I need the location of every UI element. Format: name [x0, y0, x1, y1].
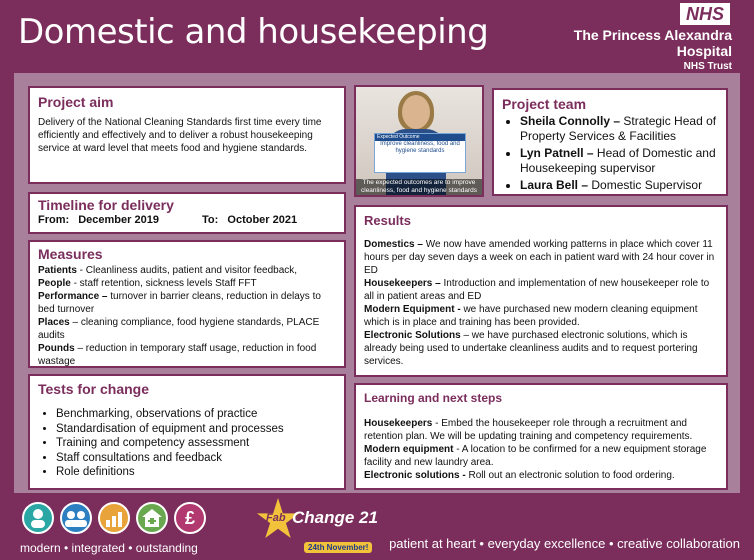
timeline-to-label: To: — [202, 214, 219, 226]
test-item: • Training and competency assessment — [56, 436, 336, 451]
team-icon — [60, 502, 92, 534]
trust-line-3: NHS Trust — [683, 61, 732, 72]
learning-label: Modern equipment — [364, 444, 454, 455]
result-item — [364, 303, 718, 329]
project-team-box — [492, 88, 728, 196]
team-member — [520, 146, 718, 176]
measure-text: – cleaning compliance, food hygiene standards, PLACE audits — [38, 317, 320, 341]
trust-name — [574, 27, 732, 75]
measure-item — [38, 277, 336, 290]
timeline-to-value: October 2021 — [227, 214, 298, 226]
result-label: Electronic Solutions — [364, 330, 461, 341]
photo-sign-tag: Expected Outcome — [375, 134, 465, 141]
page-title: Domestic and housekeeping — [18, 12, 489, 52]
performance-icon — [98, 502, 130, 534]
timeline-dates — [38, 214, 336, 226]
member-name: Laura Bell – — [520, 178, 589, 192]
photo-sign — [374, 133, 466, 173]
learning-heading: Learning and next steps — [364, 391, 503, 405]
member-name: Sheila Connolly – — [520, 114, 621, 128]
timeline-from-value: December 2019 — [78, 214, 159, 226]
measure-text: – reduction in temporary staff usage, reduction in food wastage — [38, 343, 317, 367]
results-list — [364, 238, 718, 368]
learning-item — [364, 417, 718, 443]
result-label: Domestics – — [364, 239, 423, 250]
measure-label: People — [38, 278, 71, 289]
footer-values-left: modern • integrated • outstanding — [20, 541, 198, 555]
trust-line-2: Hospital — [676, 43, 732, 59]
learning-list — [364, 417, 718, 482]
pound-icon — [174, 502, 206, 534]
tests-box — [28, 374, 346, 490]
project-aim-box — [28, 86, 346, 184]
learning-box — [354, 383, 728, 490]
project-team-heading: Project team — [502, 96, 587, 112]
tests-heading: Tests for change — [38, 381, 149, 397]
fab-change-text: Change 21 — [292, 508, 378, 527]
test-item: • Standardisation of equipment and processes — [56, 422, 336, 437]
fab-change-logo — [256, 498, 380, 556]
measure-item — [38, 264, 336, 277]
timeline-box — [28, 192, 346, 234]
tests-list — [38, 407, 336, 480]
measures-box — [28, 240, 346, 368]
result-item — [364, 238, 718, 277]
measure-text: turnover in barrier cleans, reduction in delays to bed turnover — [38, 291, 321, 315]
trust-line-1: The Princess Alexandra — [573, 27, 732, 43]
measure-item — [38, 290, 336, 316]
results-box — [354, 205, 728, 377]
result-text: we have purchased new modern cleaning equipment which is in place and training has been provided. — [364, 304, 698, 328]
team-member — [520, 178, 718, 193]
fab-date: 24th November! — [304, 542, 372, 553]
measures-list — [38, 264, 336, 368]
learning-item — [364, 443, 718, 469]
fab-word: Fab — [266, 512, 286, 524]
measure-item — [38, 316, 336, 342]
test-item: • Staff consultations and feedback — [56, 451, 336, 466]
measure-label: Pounds — [38, 343, 75, 354]
member-name: Lyn Patnell – — [520, 146, 594, 160]
timeline-from-label: From: — [38, 214, 70, 226]
presenter-photo — [354, 85, 484, 197]
test-item: • Role definitions — [56, 465, 336, 480]
result-label: Housekeepers – — [364, 278, 441, 289]
photo-sign-text: Improve cleanliness, food and hygiene standards — [380, 141, 460, 154]
team-list — [502, 114, 718, 193]
result-label: Modern Equipment - — [364, 304, 461, 315]
result-text: Introduction and implementation of new housekeeper role to all in patient areas and ED — [364, 278, 710, 302]
learning-text: - Embed the housekeeper role through a recruitment and retention plan. We will be updating training and competency requirements. — [364, 418, 693, 442]
learning-text: - A location to be confirmed for a new equipment storage facility and new laundry area. — [364, 444, 707, 468]
results-heading: Results — [364, 213, 411, 228]
nhs-logo: NHS — [680, 3, 730, 25]
measure-text: - Cleanliness audits, patient and visitor feedback, — [76, 265, 298, 276]
project-aim-heading: Project aim — [38, 94, 114, 110]
photo-head — [402, 95, 430, 129]
measure-label: Places — [38, 317, 70, 328]
measure-label: Performance – — [38, 291, 108, 302]
member-role: Strategic Head of Property Services & Facilities — [520, 114, 717, 143]
learning-text: Roll out an electronic solution to food ordering. — [465, 470, 675, 481]
timeline-heading: Timeline for delivery — [38, 197, 174, 213]
result-text: We now have amended working patterns in place which cover 11 hours per day seven days a week on each in patient ward with 24 hour cover in ED — [364, 239, 715, 276]
places-icon — [136, 502, 168, 534]
photo-caption: The expected outcomes are to improve cleanliness, food and hygiene standards — [356, 179, 482, 195]
result-text: – we have purchased electronic solutions, which is already being used to undertake cleanliness audits and to request portering services. — [364, 330, 698, 367]
result-item — [364, 277, 718, 303]
learning-label: Housekeepers — [364, 418, 433, 429]
learning-item — [364, 469, 718, 482]
member-role: Domestic Supervisor — [588, 178, 703, 192]
people-icon — [22, 502, 54, 534]
pound-symbol: £ — [184, 508, 195, 528]
project-aim-text: Delivery of the National Cleaning Standards first time every time efficiently and effectively and to deliver a robust housekeeping service at ward level that meets food and hygiene standards. — [38, 117, 322, 154]
member-role: Head of Domestic and Housekeeping supervisor — [520, 146, 716, 175]
learning-label: Electronic solutions - — [364, 470, 466, 481]
test-item: • Benchmarking, observations of practice — [56, 407, 336, 422]
measure-item — [38, 342, 336, 368]
measure-text: - staff retention, sickness levels Staff FFT — [70, 278, 257, 289]
team-member — [520, 114, 718, 144]
measure-label: Patients — [38, 265, 77, 276]
result-item — [364, 329, 718, 368]
measures-heading: Measures — [38, 246, 103, 262]
footer-values-right: patient at heart • everyday excellence • creative collaboration — [389, 536, 740, 551]
